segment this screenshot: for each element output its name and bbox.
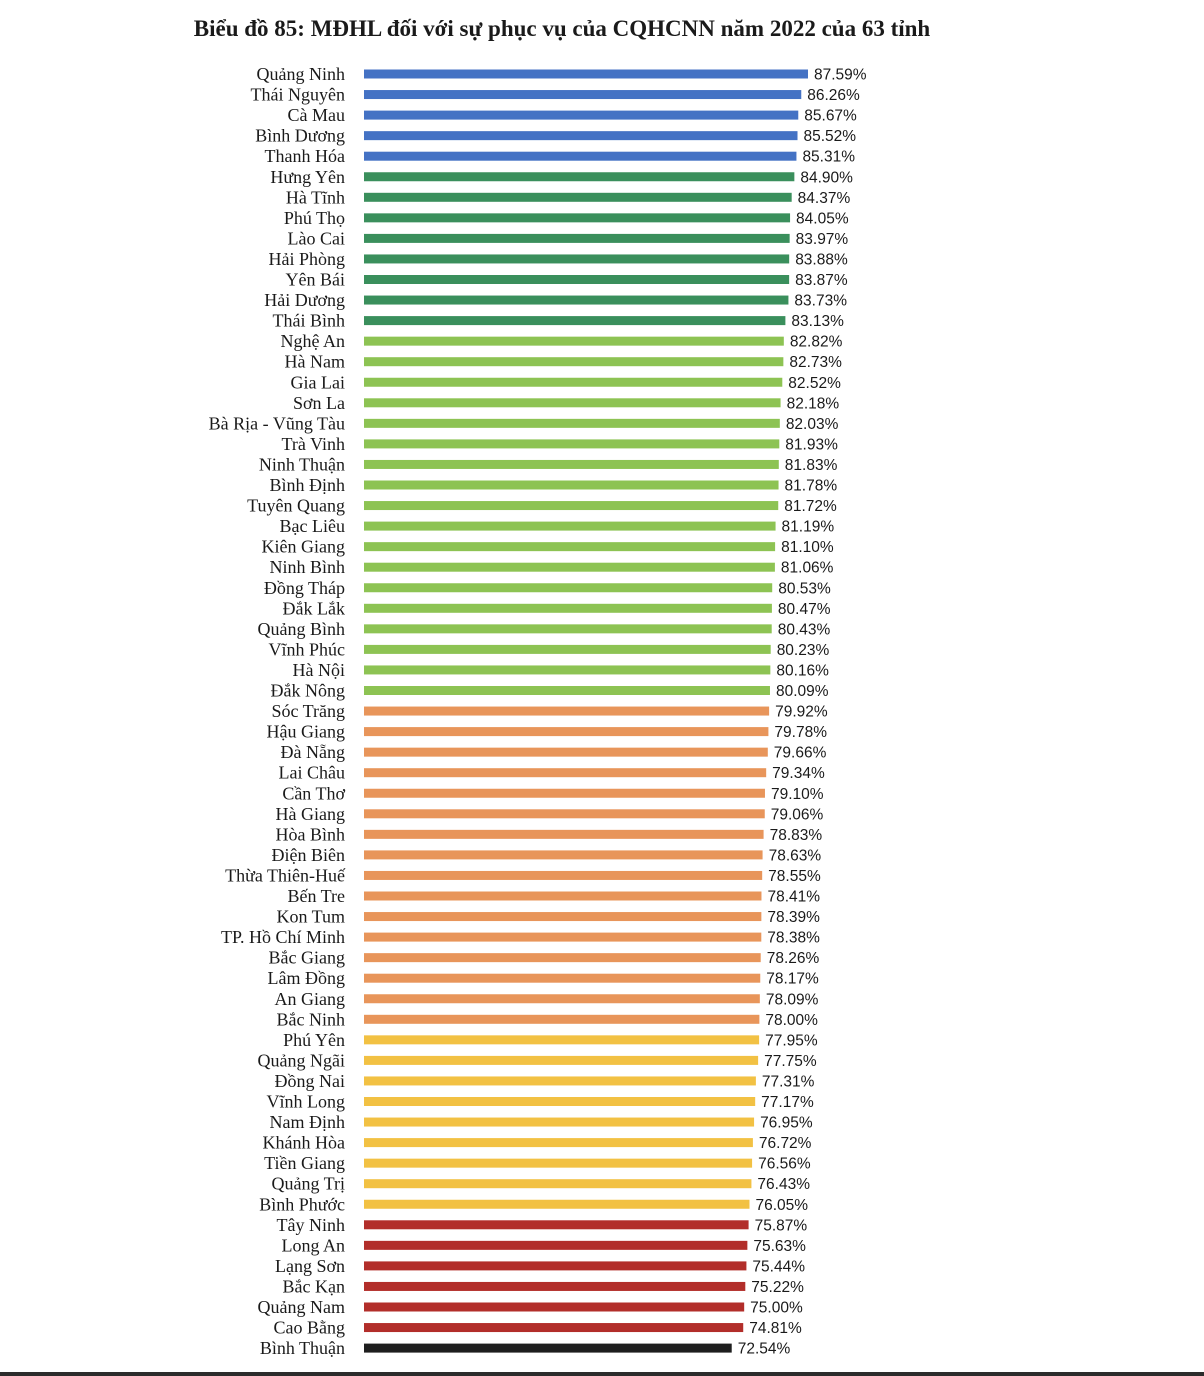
category-label: Cần Thơ	[282, 783, 345, 804]
value-label: 82.82%	[789, 333, 843, 351]
bar	[364, 357, 783, 366]
value-label: 84.37%	[797, 189, 851, 207]
value-label: 82.18%	[786, 395, 840, 413]
value-label: 81.06%	[780, 559, 834, 577]
bar	[364, 1179, 751, 1188]
value-label: 75.87%	[754, 1217, 808, 1235]
value-label: 75.63%	[753, 1237, 806, 1255]
category-label: Quảng Ngãi	[257, 1050, 345, 1071]
bar	[364, 1097, 755, 1106]
category-label: Hưng Yên	[270, 166, 345, 187]
bar	[364, 892, 761, 901]
bar	[364, 316, 785, 325]
category-label: Cà Mau	[287, 105, 345, 126]
category-label: Hải Phòng	[268, 248, 345, 269]
value-label: 87.59%	[814, 66, 867, 84]
value-label: 80.16%	[776, 662, 829, 680]
category-label: Lào Cai	[287, 228, 345, 249]
category-label: Bình Dương	[255, 125, 345, 146]
category-label: Hậu Giang	[266, 721, 345, 742]
value-label: 84.90%	[800, 169, 853, 187]
category-label: Tiền Giang	[264, 1153, 345, 1174]
bar	[364, 830, 764, 839]
bar	[364, 193, 792, 202]
bar	[364, 1200, 750, 1209]
bar	[364, 131, 798, 140]
value-label: 78.38%	[767, 929, 820, 947]
bar	[364, 994, 760, 1003]
bar	[364, 296, 788, 305]
value-label: 75.00%	[750, 1299, 803, 1317]
category-label: Vĩnh Phúc	[268, 639, 345, 660]
bar	[364, 1344, 732, 1353]
bar	[364, 563, 775, 572]
bar	[364, 912, 761, 921]
category-label: Nam Định	[269, 1112, 345, 1133]
value-label: 82.52%	[788, 374, 841, 392]
value-label: 79.10%	[770, 785, 824, 803]
bar	[364, 707, 769, 716]
category-label: Bến Tre	[287, 886, 345, 906]
category-label: Hà Nam	[284, 351, 345, 372]
value-label: 81.72%	[784, 498, 837, 516]
bar	[364, 172, 794, 181]
value-label: 81.10%	[781, 539, 834, 557]
value-label: 85.52%	[803, 128, 857, 146]
bar	[364, 90, 801, 99]
bar	[364, 624, 772, 633]
value-label: 78.63%	[768, 847, 822, 865]
bar	[364, 1303, 744, 1312]
category-label: Gia Lai	[290, 372, 345, 393]
value-label: 82.03%	[785, 415, 839, 433]
bar	[364, 974, 760, 983]
category-label: TP. Hồ Chí Minh	[220, 927, 345, 948]
value-label: 76.72%	[758, 1135, 812, 1153]
bar	[364, 439, 779, 448]
bar	[364, 1056, 758, 1065]
value-label: 80.23%	[776, 641, 830, 659]
category-label: Cao Bằng	[273, 1317, 345, 1338]
bar	[364, 933, 761, 942]
value-label: 80.09%	[775, 683, 829, 700]
category-label: Hà Giang	[275, 803, 345, 824]
value-label: 74.81%	[749, 1320, 802, 1338]
category-label: Điện Biên	[271, 844, 345, 865]
window-bottom-edge	[0, 1372, 1204, 1376]
value-label: 82.73%	[789, 354, 842, 372]
value-label: 77.75%	[764, 1052, 817, 1070]
bar	[364, 1282, 745, 1291]
category-label: Ninh Bình	[269, 557, 345, 578]
category-label: Bình Thuận	[259, 1338, 345, 1359]
category-label: Bắc Kạn	[282, 1276, 345, 1297]
bar	[364, 953, 761, 962]
value-label: 80.47%	[777, 600, 831, 618]
value-label: 79.34%	[772, 765, 825, 783]
value-label: 86.26%	[807, 87, 860, 105]
bar	[364, 768, 766, 777]
category-label: Thái Nguyên	[250, 84, 345, 105]
value-label: 81.83%	[784, 456, 838, 474]
value-label: 81.78%	[784, 477, 838, 495]
category-label: Hà Nội	[292, 659, 345, 680]
value-label: 78.41%	[767, 888, 821, 906]
category-label: Hải Dương	[264, 290, 345, 311]
category-label: Tây Ninh	[276, 1214, 345, 1235]
category-label: Yên Bái	[285, 269, 345, 290]
value-label: 85.67%	[804, 107, 857, 125]
bar	[364, 275, 789, 284]
bar	[364, 1118, 754, 1127]
bar	[364, 686, 770, 695]
category-labels	[209, 64, 346, 1358]
category-label: Bình Định	[269, 475, 345, 495]
category-label: Sơn La	[292, 392, 345, 413]
value-label: 79.06%	[770, 806, 824, 824]
value-label: 78.26%	[766, 950, 820, 968]
value-label: 78.83%	[769, 826, 823, 844]
bar	[364, 481, 779, 490]
category-label: Lai Châu	[278, 762, 345, 783]
category-label: Sóc Trăng	[271, 701, 345, 722]
value-label: 79.66%	[773, 744, 827, 762]
bar	[364, 337, 784, 346]
category-label: Nghệ An	[280, 331, 345, 352]
bar	[364, 665, 770, 674]
category-label: Bà Rịa - Vũng Tàu	[208, 413, 345, 434]
category-label: An Giang	[274, 988, 345, 1009]
bar	[364, 748, 768, 757]
category-label: Bình Phước	[259, 1194, 345, 1215]
category-label: Thái Bình	[272, 310, 345, 331]
bar	[364, 850, 763, 859]
value-label: 80.53%	[778, 580, 831, 598]
bar	[364, 1220, 749, 1229]
bar	[364, 460, 779, 469]
value-label: 81.93%	[785, 436, 838, 454]
value-label: 77.31%	[761, 1073, 815, 1091]
bar	[364, 871, 762, 880]
bar	[364, 1035, 759, 1044]
bar	[364, 604, 772, 613]
bar	[364, 398, 781, 407]
value-label: 77.17%	[761, 1094, 814, 1111]
category-label: Ninh Thuận	[258, 454, 345, 475]
category-label: Tuyên Quang	[247, 495, 345, 516]
value-label: 83.73%	[794, 292, 848, 310]
chart-title: Biểu đồ 85: MĐHL đối với sự phục vụ của CQHCNN năm 2022 của 63 tỉnh	[193, 16, 931, 41]
bar	[364, 70, 808, 79]
category-label: Quảng Nam	[257, 1297, 345, 1317]
category-label: Thừa Thiên-Huế	[225, 865, 345, 886]
category-label: Đắk Nông	[270, 680, 345, 701]
value-label: 76.56%	[758, 1155, 811, 1173]
category-label: Phú Yên	[283, 1029, 345, 1050]
bar	[364, 727, 768, 736]
bar	[364, 378, 782, 387]
value-label: 78.09%	[765, 991, 819, 1009]
bar	[364, 1241, 747, 1250]
value-label: 78.00%	[765, 1011, 818, 1029]
category-label: Lâm Đồng	[267, 968, 345, 989]
value-label: 76.95%	[760, 1114, 813, 1132]
category-label: Đắk Lắk	[282, 598, 345, 619]
value-label: 79.78%	[774, 724, 827, 742]
value-label: 77.95%	[765, 1032, 818, 1050]
bar	[364, 152, 796, 161]
category-label: Bắc Giang	[268, 947, 345, 968]
value-label: 79.92%	[775, 703, 828, 721]
category-label: Đà Nẵng	[280, 742, 345, 763]
value-label: 72.54%	[737, 1340, 791, 1358]
category-label: Bắc Ninh	[276, 1009, 345, 1030]
bar	[364, 789, 765, 798]
category-label: Phú Thọ	[283, 207, 345, 228]
value-label: 83.88%	[795, 251, 848, 269]
value-label: 76.05%	[755, 1196, 809, 1214]
category-label: Vĩnh Long	[266, 1091, 345, 1112]
bar	[364, 542, 775, 551]
bar	[364, 1015, 759, 1024]
bar	[364, 583, 772, 592]
value-label: 78.17%	[766, 970, 819, 988]
category-label: Thanh Hóa	[264, 146, 345, 167]
bar	[364, 213, 790, 222]
category-label: Long An	[281, 1235, 345, 1256]
value-label: 76.43%	[757, 1176, 811, 1194]
value-label: 81.19%	[781, 518, 835, 536]
bar	[364, 254, 789, 263]
bar	[364, 522, 776, 531]
bar	[364, 1159, 752, 1168]
bar	[364, 1138, 753, 1147]
category-label: Hòa Bình	[275, 824, 345, 845]
value-label: 83.97%	[795, 230, 849, 248]
bar	[364, 1076, 756, 1085]
bar	[364, 645, 771, 654]
category-label: Kon Tum	[276, 906, 345, 927]
value-label: 80.43%	[777, 621, 831, 639]
category-label: Quảng Bình	[257, 618, 345, 639]
category-label: Đồng Tháp	[263, 577, 345, 598]
category-label: Khánh Hòa	[262, 1132, 345, 1153]
bar	[364, 1261, 746, 1270]
value-label: 75.22%	[751, 1278, 804, 1296]
bar	[364, 111, 798, 120]
bar	[364, 501, 778, 510]
category-label: Hà Tĩnh	[285, 187, 345, 208]
value-label: 75.44%	[752, 1258, 805, 1276]
category-label: Quảng Trị	[271, 1173, 345, 1194]
value-label: 83.87%	[795, 272, 848, 289]
bar	[364, 1323, 743, 1332]
category-label: Kiên Giang	[261, 536, 345, 557]
value-label: 78.39%	[767, 909, 820, 927]
bar	[364, 419, 780, 428]
category-label: Quảng Ninh	[256, 64, 345, 84]
category-label: Bạc Liêu	[279, 516, 345, 537]
value-label: 84.05%	[796, 210, 849, 228]
category-label: Lạng Sơn	[274, 1255, 345, 1276]
category-label: Trà Vinh	[281, 433, 345, 454]
category-label: Đồng Nai	[274, 1070, 345, 1091]
value-label: 83.13%	[791, 313, 844, 331]
bar	[364, 809, 765, 818]
value-label: 85.31%	[802, 148, 856, 166]
value-label: 78.55%	[768, 867, 821, 885]
bar	[364, 234, 790, 243]
